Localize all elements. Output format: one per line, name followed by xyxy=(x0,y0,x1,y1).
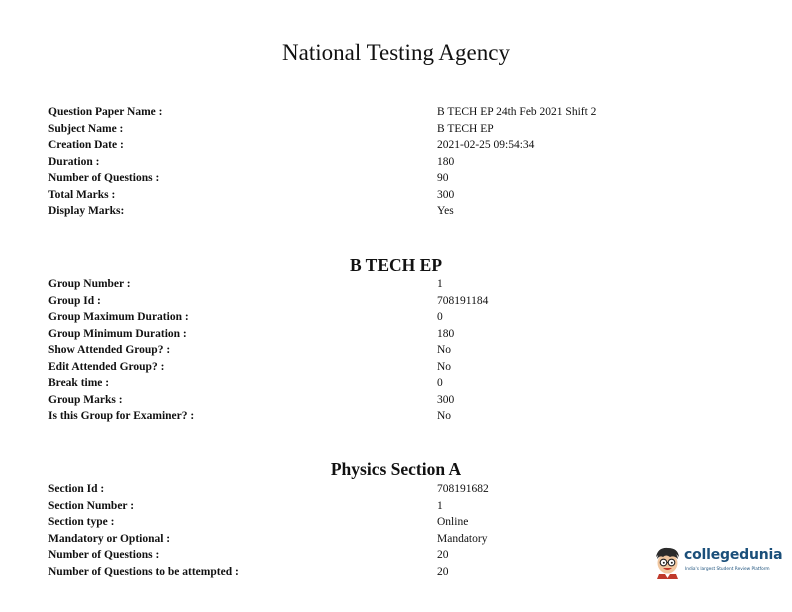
field-label: Number of Questions : xyxy=(48,172,160,184)
field-label: Break time : xyxy=(48,377,110,389)
section-info-table xyxy=(48,481,748,580)
section-info-row xyxy=(48,564,748,581)
field-label: Group Maximum Duration : xyxy=(48,311,189,323)
field-value: 180 xyxy=(437,327,455,340)
field-value: 708191184 xyxy=(437,294,489,307)
paper-info-row xyxy=(48,137,748,154)
group-info-row xyxy=(48,359,748,376)
paper-info-row xyxy=(48,104,748,121)
collegedunia-logo xyxy=(652,543,782,583)
field-value: 2021-02-25 09:54:34 xyxy=(437,139,535,151)
field-label: Question Paper Name : xyxy=(48,106,163,118)
field-value: B TECH EP xyxy=(437,122,494,135)
group-info-row xyxy=(48,309,748,326)
field-label: Number of Questions : xyxy=(48,549,160,561)
group-info-row xyxy=(48,293,748,310)
paper-info-row xyxy=(48,170,748,187)
field-label: Show Attended Group? : xyxy=(48,344,171,356)
group-info-row xyxy=(48,276,748,293)
paper-info-row xyxy=(48,154,748,171)
section-info-row xyxy=(48,547,748,564)
field-label: Display Marks: xyxy=(48,205,125,217)
field-label: Is this Group for Examiner? : xyxy=(48,410,195,422)
paper-info-row xyxy=(48,121,748,138)
field-label: Total Marks : xyxy=(48,188,116,201)
field-label: Section Id : xyxy=(48,483,105,495)
field-label: Creation Date : xyxy=(48,139,124,151)
field-value: 180 xyxy=(437,155,455,168)
field-value: 20 xyxy=(437,565,449,578)
field-value: 300 xyxy=(437,188,455,201)
field-value: No xyxy=(437,410,452,422)
field-label: Duration : xyxy=(48,155,100,168)
group-info-row xyxy=(48,375,748,392)
field-value: 90 xyxy=(437,172,449,184)
field-value: 708191682 xyxy=(437,483,489,495)
group-heading: B TECH EP xyxy=(349,255,443,275)
field-label: Number of Questions to be attempted : xyxy=(48,565,239,578)
section-heading: Physics Section A xyxy=(330,459,462,479)
field-label: Edit Attended Group? : xyxy=(48,360,165,373)
field-value: 1 xyxy=(437,499,443,512)
student-mascot-icon xyxy=(652,545,682,579)
paper-info-row xyxy=(48,187,748,204)
field-value: 0 xyxy=(437,311,443,323)
page-title: National Testing Agency xyxy=(282,40,510,65)
section-info-row xyxy=(48,498,748,515)
field-label: Group Marks : xyxy=(48,393,123,406)
section-info-row xyxy=(48,531,748,548)
logo-wordmark: collegedunia xyxy=(684,547,783,563)
field-label: Group Id : xyxy=(48,294,101,307)
field-value: 0 xyxy=(437,377,443,389)
field-label: Section Number : xyxy=(48,499,135,512)
field-value: 300 xyxy=(437,393,455,406)
group-info-row xyxy=(48,342,748,359)
field-value: Yes xyxy=(437,205,454,217)
group-info-row xyxy=(48,392,748,409)
field-label: Group Number : xyxy=(48,278,131,290)
group-info-row xyxy=(48,326,748,343)
group-info-table xyxy=(48,276,748,425)
section-info-row xyxy=(48,514,748,531)
section-info-row xyxy=(48,481,748,498)
field-label: Group Minimum Duration : xyxy=(48,327,187,340)
paper-info-table xyxy=(48,104,748,220)
field-value: No xyxy=(437,360,452,373)
field-value: B TECH EP 24th Feb 2021 Shift 2 xyxy=(437,106,597,118)
group-info-row xyxy=(48,408,748,425)
logo-tagline: India's largest Student Review Platform xyxy=(685,567,770,572)
field-value: 20 xyxy=(437,549,449,561)
field-label: Section type : xyxy=(48,516,115,528)
field-value: 1 xyxy=(437,278,443,290)
field-value: No xyxy=(437,344,452,356)
paper-info-row xyxy=(48,203,748,220)
field-value: Online xyxy=(437,516,469,528)
field-label: Mandatory or Optional : xyxy=(48,532,171,545)
field-value: Mandatory xyxy=(437,532,488,545)
field-label: Subject Name : xyxy=(48,122,124,135)
